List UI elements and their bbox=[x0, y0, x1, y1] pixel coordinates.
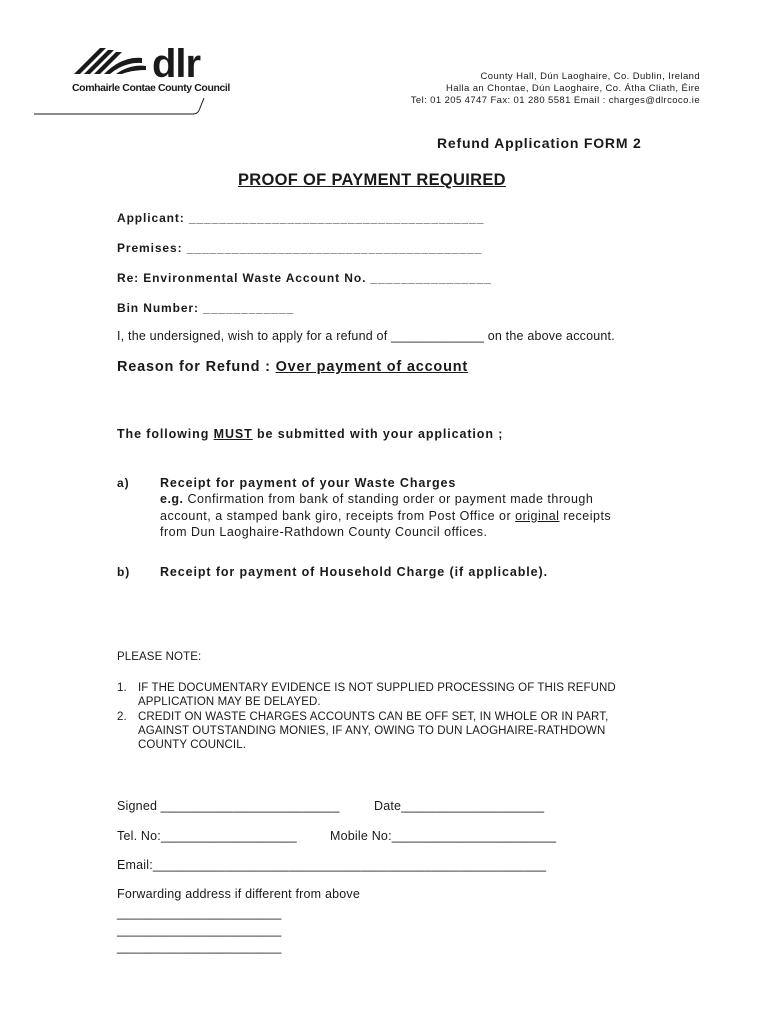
item-a-text: Confirmation from bank of standing order or payment made through bbox=[183, 492, 594, 506]
note-1-line-1: IF THE DOCUMENTARY EVIDENCE IS NOT SUPPLIED PROCESSING OF THIS REFUND bbox=[138, 682, 616, 694]
item-a-line-3: from Dun Laoghaire-Rathdown County Council offices. bbox=[160, 525, 488, 539]
logo-wordmark: dlr bbox=[152, 42, 201, 86]
mobile-field[interactable]: Mobile No:_______________________ bbox=[330, 829, 557, 843]
eg-label: e.g. bbox=[160, 492, 184, 506]
forwarding-address-line-3[interactable]: _______________________ bbox=[117, 940, 282, 954]
page-title: PROOF OF PAYMENT REQUIRED bbox=[238, 171, 506, 189]
note-1-line-2: APPLICATION MAY BE DELAYED. bbox=[138, 696, 321, 708]
forwarding-address-line-2[interactable]: _______________________ bbox=[117, 923, 282, 937]
date-field[interactable]: Date____________________ bbox=[374, 799, 545, 813]
signature-field[interactable]: Signed _________________________ bbox=[117, 799, 340, 813]
contact-line: Tel: 01 205 4747 Fax: 01 280 5581 Email : charges@dlrcoco.ie bbox=[410, 95, 700, 106]
note-2-line-2: AGAINST OUTSTANDING MONIES, IF ANY, OWING TO DUN LAOGHAIRE-RATHDOWN bbox=[138, 725, 606, 737]
note-1-marker: 1. bbox=[117, 682, 127, 694]
forwarding-address-line-1[interactable]: _______________________ bbox=[117, 906, 282, 920]
logo-subtitle: Comhairle Contae County Council bbox=[72, 82, 230, 94]
note-2-line-1: CREDIT ON WASTE CHARGES ACCOUNTS CAN BE OFF SET, IN WHOLE OR IN PART, bbox=[138, 711, 609, 723]
note-2-line-3: COUNTY COUNCIL. bbox=[138, 739, 246, 751]
item-a-title: Receipt for payment of your Waste Charges bbox=[160, 476, 457, 490]
note-2-marker: 2. bbox=[117, 711, 127, 723]
reason-value: Over payment of account bbox=[275, 359, 469, 375]
email-field[interactable]: Email:_______________________________________________________ bbox=[117, 858, 547, 872]
must-emphasis: MUST bbox=[213, 427, 253, 441]
item-a-text-2: account, a stamped bank giro, receipts from Post Office or bbox=[160, 509, 516, 523]
item-b-marker: b) bbox=[117, 565, 131, 579]
item-b-title: Receipt for payment of Household Charge (if applicable). bbox=[160, 565, 548, 579]
form-title: Refund Application FORM 2 bbox=[437, 135, 642, 151]
forwarding-address-label: Forwarding address if different from above bbox=[117, 887, 361, 901]
intro-text: The following bbox=[117, 427, 214, 441]
item-a-marker: a) bbox=[117, 476, 130, 490]
original-emphasis: original bbox=[515, 509, 560, 523]
address-line-2: Halla an Chontae, Dún Laoghaire, Co. Átha Cliath, Éire bbox=[446, 83, 700, 94]
council-logo bbox=[70, 38, 240, 118]
reason-for-refund bbox=[117, 359, 468, 375]
notes-heading: PLEASE NOTE: bbox=[117, 651, 202, 663]
item-a-line-2 bbox=[160, 508, 611, 525]
account-number-field[interactable]: Re: Environmental Waste Account No. ________________ bbox=[117, 271, 492, 285]
applicant-field[interactable]: Applicant: _______________________________________ bbox=[117, 211, 485, 225]
intro-text-end: be submitted with your application ; bbox=[252, 427, 504, 441]
logo-underline-icon bbox=[34, 98, 254, 120]
refund-amount-sentence[interactable]: I, the undersigned, wish to apply for a refund of _____________ on the above account. bbox=[117, 329, 615, 343]
item-a-line-1 bbox=[160, 491, 593, 508]
address-line-1: County Hall, Dún Laoghaire, Co. Dublin, Ireland bbox=[480, 71, 700, 82]
requirements-intro bbox=[117, 427, 503, 441]
premises-field[interactable]: Premises: _______________________________________ bbox=[117, 241, 483, 255]
logo-waves-icon bbox=[70, 44, 152, 80]
telephone-field[interactable]: Tel. No:___________________ bbox=[117, 829, 297, 843]
item-a-text-3: receipts bbox=[559, 509, 612, 523]
bin-number-field[interactable]: Bin Number: ____________ bbox=[117, 301, 295, 315]
reason-label: Reason for Refund : bbox=[117, 359, 276, 375]
